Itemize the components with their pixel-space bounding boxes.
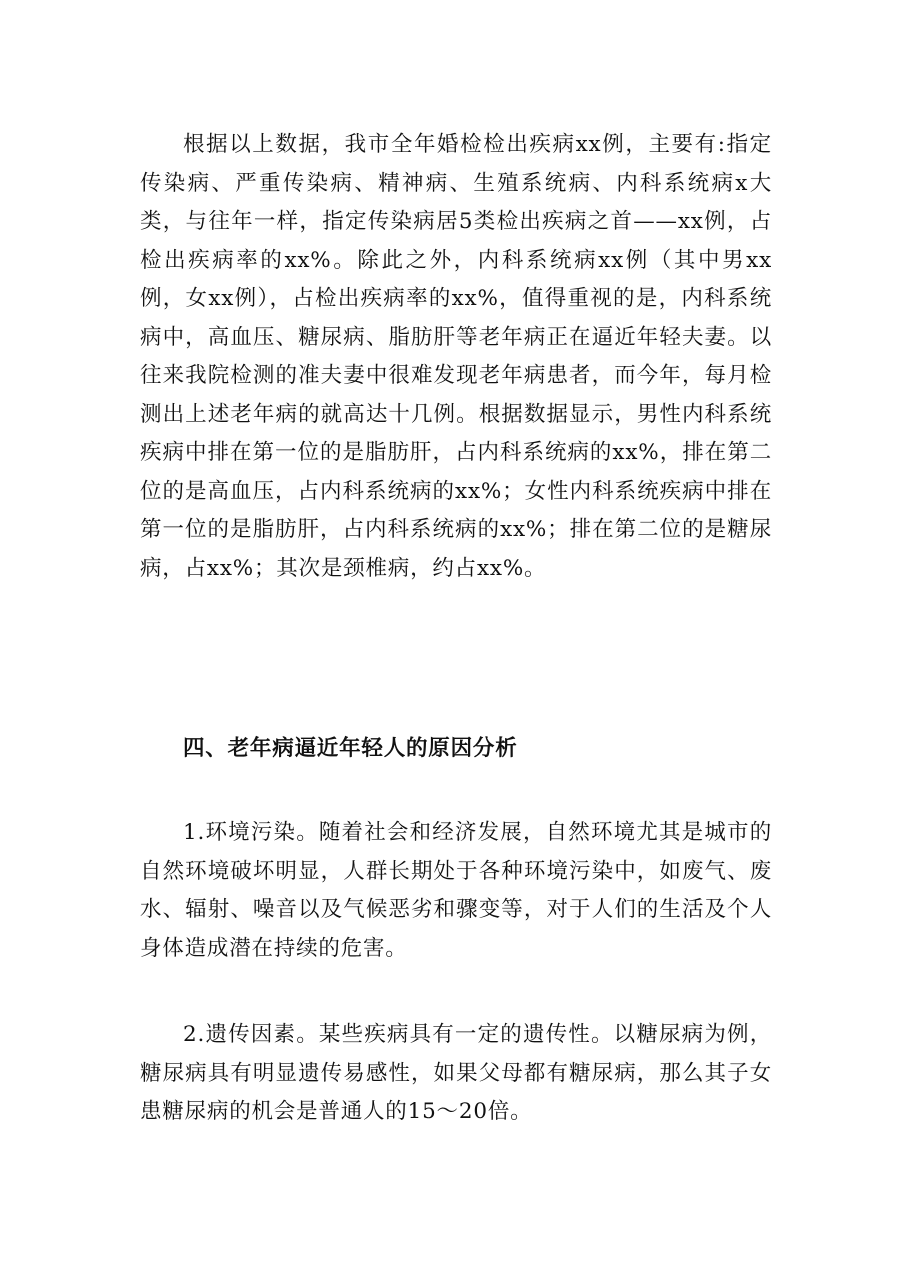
paragraph-environment: 1.环境污染。随着社会和经济发展，自然环境尤其是城市的自然环境破坏明显，人群长期处于各种环境污染中，如废气、废水、辐射、噪音以及气候恶劣和骤变等，对于人们的生活及个人身体造成潜在持续的危害。: [140, 820, 772, 961]
paragraph-data-summary: 根据以上数据，我市全年婚检检出疾病xx例，主要有:指定传染病、严重传染病、精神病、生殖系统病、内科系统病x大类，与往年一样，指定传染病居5类检出疾病之首——xx例，占检出疾病率的xx%。除此之外，内科系统病xx例（其中男xx例，女xx例），占检出疾病率的xx%，值得重视的是，内科系统病中，高血压、糖尿病、脂肪肝等老年病正在逼近年轻夫妻。以往来我院检测的准夫妻中很难发现老年病患者，而今年，每月检测出上述老年病的就高达十几例。根据数据显示，男性内科系统疾病中排在第一位的是脂肪肝，占内科系统病的xx%，排在第二位的是高血压，占内科系统病的xx%；女性内科系统疾病中排在第一位的是脂肪肝，占内科系统病的xx%；排在第二位的是糖尿病，占xx%；其次是颈椎病，约占xx%。: [140, 132, 772, 581]
section-heading: 四、老年病逼近年轻人的原因分析: [183, 736, 518, 761]
paragraph-genetics: 2.遗传因素。某些疾病具有一定的遗传性。以糖尿病为例，糖尿病具有明显遗传易感性，如果父母都有糖尿病，那么其子女患糖尿病的机会是普通人的15～20倍。: [140, 1022, 772, 1124]
